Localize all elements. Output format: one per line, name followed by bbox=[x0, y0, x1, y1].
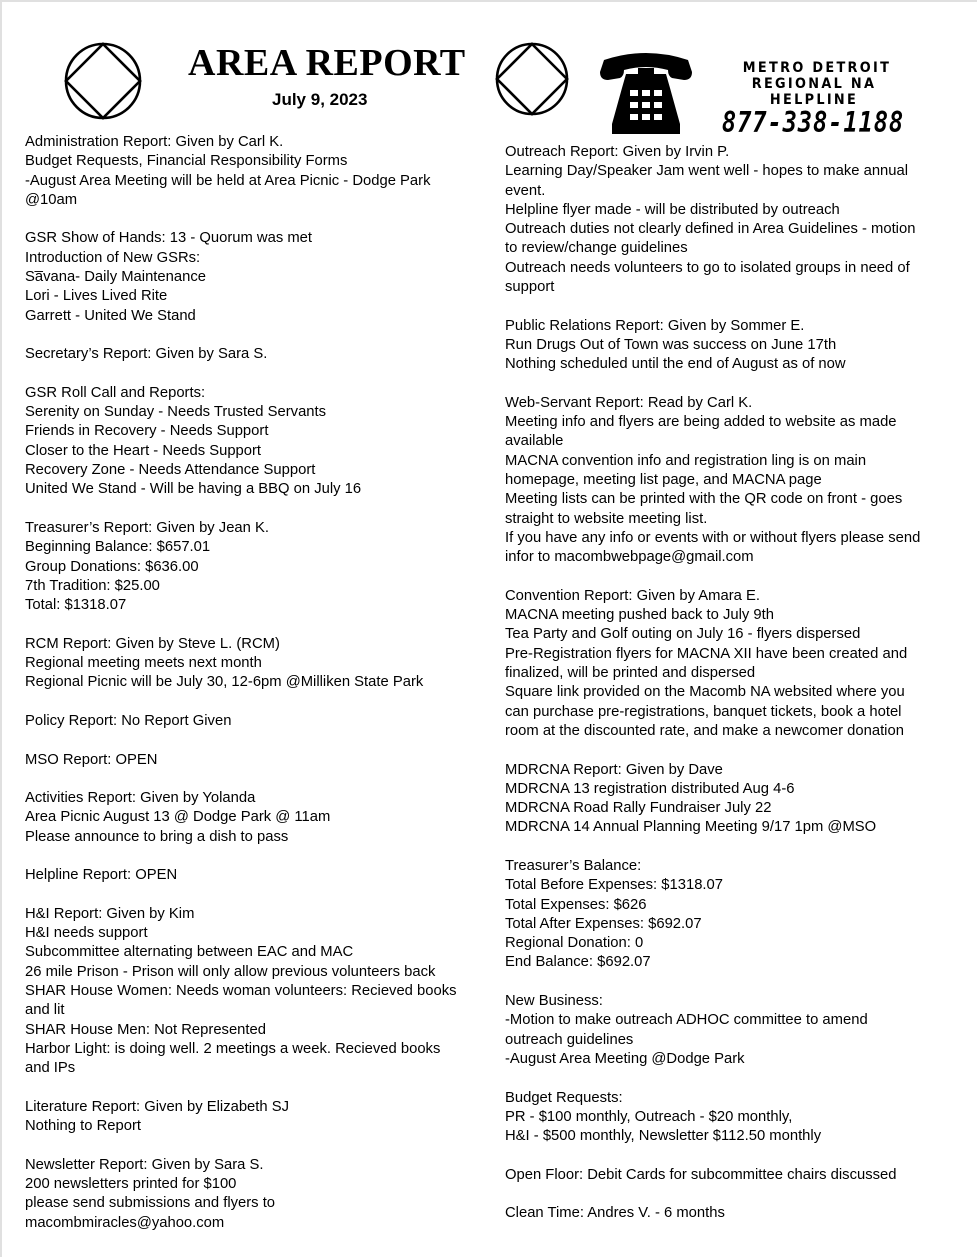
section-line: Harbor Light: is doing well. 2 meetings a week. Recieved books bbox=[25, 1040, 441, 1057]
page-title: AREA REPORT bbox=[188, 42, 466, 84]
section-line: straight to website meeting list. bbox=[505, 510, 708, 527]
section-heading: H&I Report: Given by Kim bbox=[25, 905, 195, 922]
section-heading: GSR Show of Hands: 13 - Quorum was met bbox=[25, 230, 313, 247]
section-line: finalized, will be printed and dispersed bbox=[505, 665, 756, 682]
section-line: Area Picnic August 13 @ Dodge Park @ 11am bbox=[25, 809, 331, 826]
section-heading: Public Relations Report: Given by Sommer E. bbox=[505, 317, 805, 334]
section-line: can purchase pre-registrations, banquet tickets, book a hotel bbox=[505, 703, 902, 720]
section-heading: GSR Roll Call and Reports: bbox=[25, 384, 206, 401]
report-section bbox=[25, 133, 495, 210]
section-line: MACNA convention info and registration ling is on main bbox=[505, 452, 867, 469]
section-line: macombmiracles@yahoo.com bbox=[25, 1214, 225, 1231]
report-section bbox=[25, 345, 495, 364]
telephone-icon bbox=[598, 52, 694, 134]
section-line: H&I - $500 monthly, Newsletter $112.50 monthly bbox=[505, 1128, 822, 1145]
section-heading: MSO Report: OPEN bbox=[25, 751, 158, 768]
section-line: H&I needs support bbox=[25, 925, 148, 942]
section-line: Pre-Registration flyers for MACNA XII have been created and bbox=[505, 645, 908, 662]
section-heading: Open Floor: Debit Cards for subcommittee chairs discussed bbox=[505, 1166, 897, 1183]
section-line: Friends in Recovery - Needs Support bbox=[25, 423, 269, 440]
section-heading: Newsletter Report: Given by Sara S. bbox=[25, 1156, 264, 1173]
section-line: Outreach needs volunteers to go to isolated groups in need of bbox=[505, 259, 910, 276]
report-section bbox=[25, 751, 495, 770]
section-line: Square link provided on the Macomb NA websited where you bbox=[505, 684, 905, 701]
section-heading: Outreach Report: Given by Irvin P. bbox=[505, 144, 730, 160]
section-line: SHAR House Women: Needs woman volunteers: Recieved books bbox=[25, 983, 457, 1000]
section-line: and IPs bbox=[25, 1060, 76, 1077]
section-line: please send submissions and flyers to bbox=[25, 1195, 276, 1212]
section-line: 7th Tradition: $25.00 bbox=[25, 577, 160, 594]
section-line: Meeting info and flyers are being added to website as made bbox=[505, 414, 897, 431]
helpline-banner bbox=[712, 60, 922, 138]
section-line: Outreach duties not clearly defined in Area Guidelines - motion bbox=[505, 221, 916, 238]
report-section bbox=[25, 905, 495, 1079]
section-line: -August Area Meeting @Dodge Park bbox=[505, 1050, 745, 1067]
helpline-title-line2: REGIONAL NA HELPLINE bbox=[751, 76, 877, 108]
report-section bbox=[25, 519, 495, 615]
section-line: Meeting lists can be printed with the QR code on front - goes bbox=[505, 491, 903, 508]
section-line: MDRCNA 14 Annual Planning Meeting 9/17 1pm @MSO bbox=[505, 819, 877, 836]
section-line: Nothing to Report bbox=[25, 1118, 141, 1135]
section-line: United We Stand - Will be having a BBQ on July 16 bbox=[25, 481, 362, 498]
na-logo-icon bbox=[63, 41, 143, 121]
section-heading: Budget Requests: bbox=[505, 1089, 623, 1106]
report-section bbox=[505, 1089, 965, 1147]
section-line: Nothing scheduled until the end of August as of now bbox=[505, 356, 846, 373]
section-line: Subcommittee alternating between EAC and MAC bbox=[25, 944, 354, 961]
right-column bbox=[505, 143, 965, 1243]
section-line: Group Donations: $636.00 bbox=[25, 558, 199, 575]
section-line: @10am bbox=[25, 191, 78, 208]
section-line: Introduction of New GSRs: bbox=[25, 249, 201, 266]
section-line: event. bbox=[505, 182, 546, 199]
report-section bbox=[25, 1156, 495, 1233]
section-line: End Balance: $692.07 bbox=[505, 954, 651, 971]
report-section bbox=[505, 992, 965, 1069]
section-line: -Motion to make outreach ADHOC committee to amend bbox=[505, 1012, 868, 1029]
section-heading: Treasurer’s Balance: bbox=[505, 857, 642, 874]
report-section bbox=[505, 1166, 965, 1185]
report-section bbox=[25, 229, 495, 325]
report-section bbox=[505, 587, 965, 741]
section-heading: RCM Report: Given by Steve L. (RCM) bbox=[25, 635, 280, 652]
section-line: Learning Day/Speaker Jam went well - hopes to make annual bbox=[505, 163, 909, 180]
section-line: Garrett - United We Stand bbox=[25, 307, 196, 324]
section-heading: Policy Report: No Report Given bbox=[25, 712, 232, 729]
section-line: 26 mile Prison - Prison will only allow previous volunteers back bbox=[25, 963, 436, 980]
section-line: Beginning Balance: $657.01 bbox=[25, 539, 211, 556]
section-line: MDRCNA 13 registration distributed Aug 4-6 bbox=[505, 780, 795, 797]
section-line: -August Area Meeting will be held at Area Picnic - Dodge Park bbox=[25, 172, 431, 189]
report-date: July 9, 2023 bbox=[272, 90, 368, 109]
section-line: outreach guidelines bbox=[505, 1031, 634, 1048]
section-heading: Literature Report: Given by Elizabeth SJ bbox=[25, 1098, 290, 1115]
section-line: Helpline flyer made - will be distributed by outreach bbox=[505, 201, 840, 218]
section-line: Regional Donation: 0 bbox=[505, 935, 644, 952]
left-column bbox=[25, 133, 495, 1252]
report-section bbox=[505, 1204, 965, 1223]
report-section bbox=[505, 317, 965, 375]
report-section bbox=[505, 761, 965, 838]
na-logo-icon bbox=[494, 41, 570, 117]
section-line: support bbox=[505, 279, 555, 296]
section-line: Total After Expenses: $692.07 bbox=[505, 915, 702, 932]
section-line: available bbox=[505, 433, 564, 450]
section-line: Please announce to bring a dish to pass bbox=[25, 828, 289, 845]
report-section bbox=[505, 143, 965, 297]
section-line: Budget Requests, Financial Responsibility Forms bbox=[25, 153, 348, 170]
section-heading: Web-Servant Report: Read by Carl K. bbox=[505, 394, 753, 411]
report-section bbox=[505, 857, 965, 973]
section-line: Serenity on Sunday - Needs Trusted Servants bbox=[25, 404, 327, 421]
section-heading: New Business: bbox=[505, 993, 603, 1010]
helpline-title-line1: METRO DETROIT bbox=[742, 60, 892, 76]
document-page bbox=[2, 2, 977, 1257]
report-section bbox=[25, 712, 495, 731]
report-section bbox=[25, 635, 495, 693]
section-line: and lit bbox=[25, 1002, 65, 1019]
report-section bbox=[25, 789, 495, 847]
section-line: Sa̅vana- Daily Maintenance bbox=[25, 269, 206, 286]
section-line: Run Drugs Out of Town was success on June 17th bbox=[505, 336, 837, 353]
section-line: SHAR House Men: Not Represented bbox=[25, 1021, 266, 1038]
section-heading: Secretary’s Report: Given by Sara S. bbox=[25, 346, 268, 363]
section-line: room at the discounted rate, and make a newcomer donation bbox=[505, 722, 904, 739]
section-heading: Helpline Report: OPEN bbox=[25, 867, 178, 884]
section-line: Total: $1318.07 bbox=[25, 597, 127, 614]
section-heading: Treasurer’s Report: Given by Jean K. bbox=[25, 519, 269, 536]
report-section bbox=[25, 866, 495, 885]
section-heading: Activities Report: Given by Yolanda bbox=[25, 790, 256, 807]
section-line: Regional Picnic will be July 30, 12-6pm @Milliken State Park bbox=[25, 674, 424, 691]
section-line: homepage, meeting list page, and MACNA page bbox=[505, 472, 822, 489]
section-line: Recovery Zone - Needs Attendance Support bbox=[25, 462, 316, 479]
section-line: infor to macombwebpage@gmail.com bbox=[505, 549, 754, 566]
helpline-phone: 877-338-1188 bbox=[721, 106, 905, 139]
section-line: to review/change guidelines bbox=[505, 240, 688, 257]
report-section bbox=[25, 1098, 495, 1137]
section-heading: MDRCNA Report: Given by Dave bbox=[505, 761, 723, 778]
section-line: 200 newsletters printed for $100 bbox=[25, 1176, 237, 1193]
section-line: Tea Party and Golf outing on July 16 - flyers dispersed bbox=[505, 626, 861, 643]
section-heading: Administration Report: Given by Carl K. bbox=[25, 134, 284, 150]
section-line: Total Before Expenses: $1318.07 bbox=[505, 877, 723, 894]
section-line: MACNA meeting pushed back to July 9th bbox=[505, 607, 774, 624]
section-line: MDRCNA Road Rally Fundraiser July 22 bbox=[505, 800, 772, 817]
section-heading: Clean Time: Andres V. - 6 months bbox=[505, 1205, 725, 1222]
report-section bbox=[505, 394, 965, 568]
section-line: Lori - Lives Lived Rite bbox=[25, 288, 168, 305]
section-heading: Convention Report: Given by Amara E. bbox=[505, 587, 760, 604]
report-section bbox=[25, 384, 495, 500]
section-line: Regional meeting meets next month bbox=[25, 655, 262, 672]
section-line: If you have any info or events with or without flyers please send bbox=[505, 529, 921, 546]
section-line: Total Expenses: $626 bbox=[505, 896, 647, 913]
section-line: PR - $100 monthly, Outreach - $20 monthly, bbox=[505, 1108, 793, 1125]
section-line: Closer to the Heart - Needs Support bbox=[25, 442, 262, 459]
